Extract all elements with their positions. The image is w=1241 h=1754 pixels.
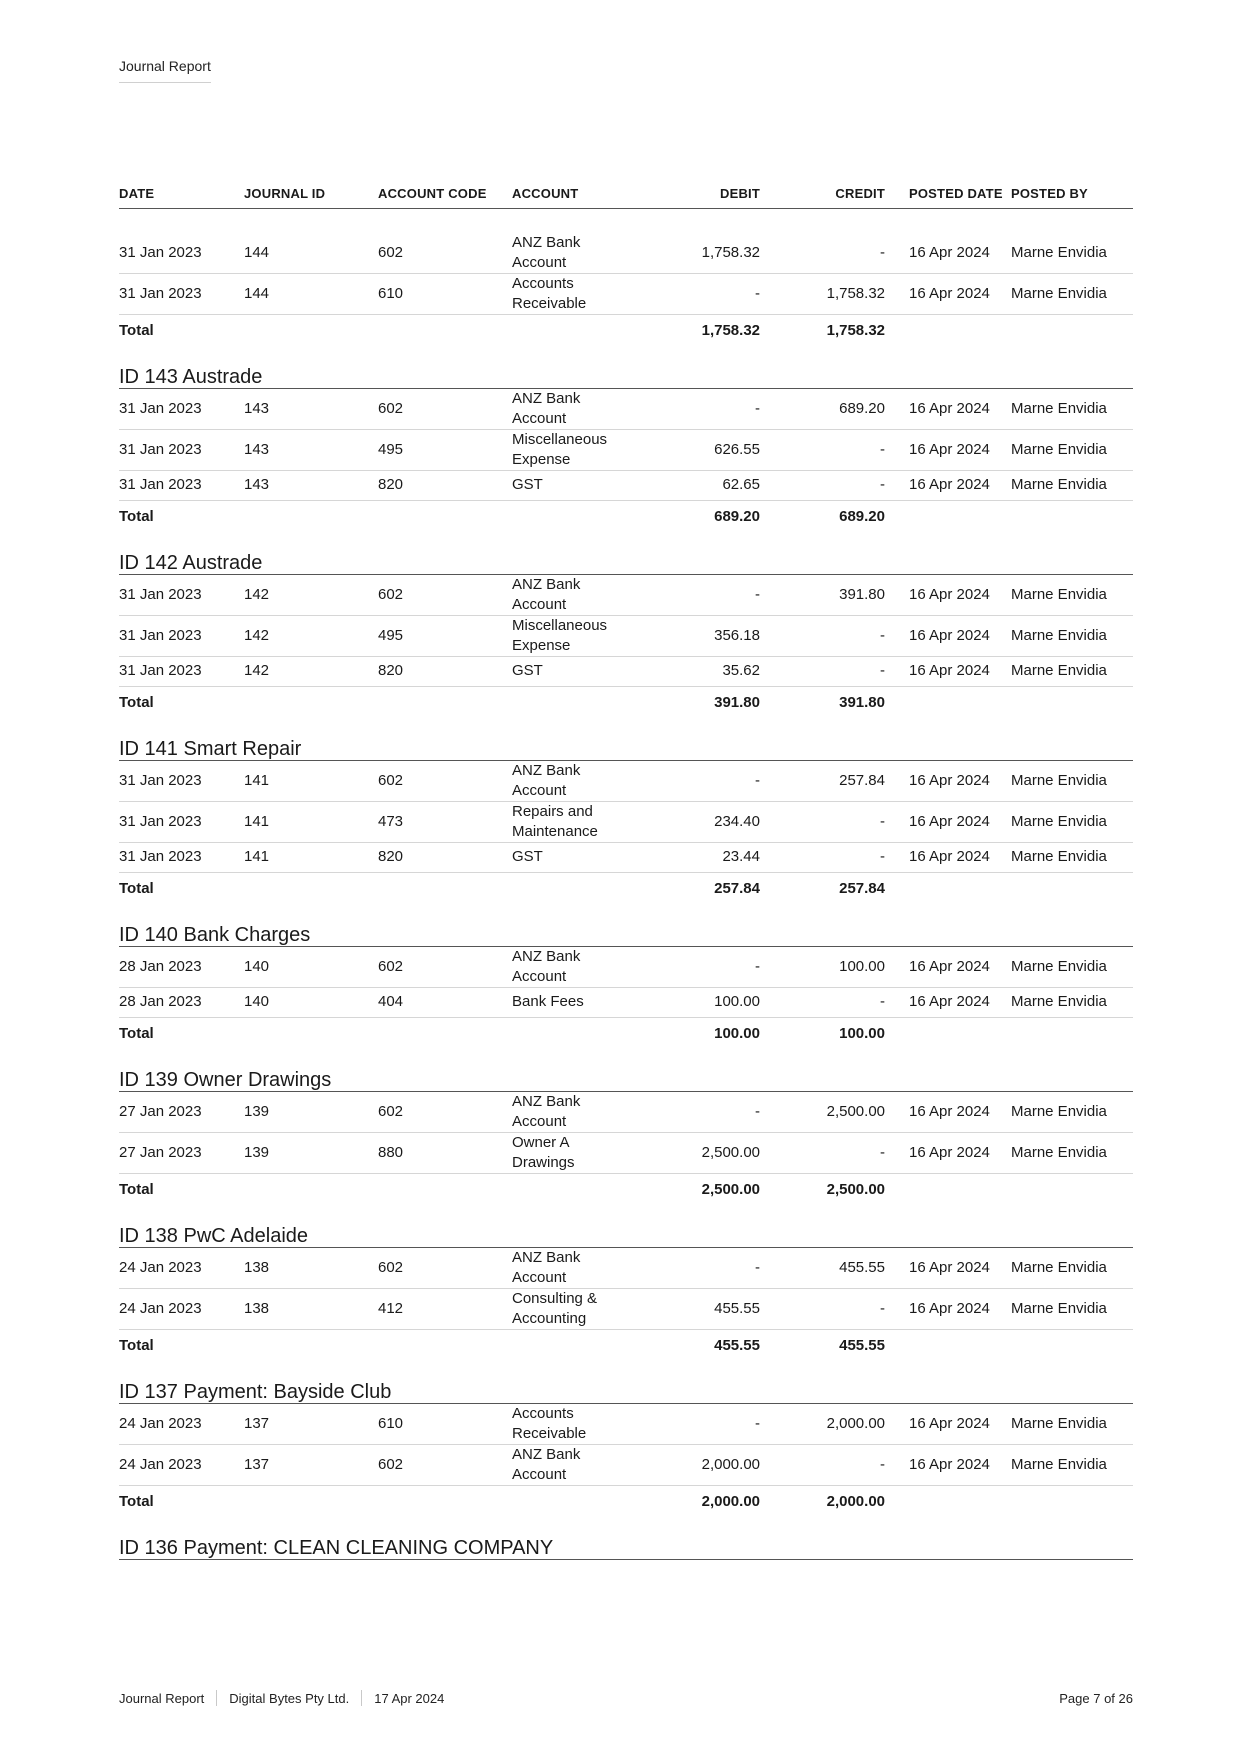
cell-date: 31 Jan 2023: [119, 476, 202, 493]
cell-debit: -: [755, 772, 760, 789]
cell-journal-id: 138: [244, 1259, 270, 1276]
journal-report-table: [119, 180, 1133, 1560]
cell-credit: 455.55: [839, 1259, 885, 1276]
cell-account: Accounts Receivable: [512, 275, 587, 312]
total-row: [119, 873, 1133, 902]
table-row: [119, 233, 1133, 274]
cell-date: 31 Jan 2023: [119, 662, 202, 679]
cell-account-code: 602: [378, 1103, 404, 1120]
total-row: [119, 687, 1133, 716]
total-debit: 257.84: [714, 880, 760, 897]
cell-posted-by: Marne Envidia: [1011, 993, 1107, 1010]
cell-debit: 100.00: [714, 993, 760, 1010]
cell-debit: 234.40: [714, 813, 760, 830]
total-label: Total: [119, 1181, 154, 1198]
journal-group-title: ID 138 PwC Adelaide: [119, 1224, 1133, 1248]
cell-account-code: 880: [378, 1144, 404, 1161]
cell-debit: 62.65: [722, 476, 760, 493]
cell-date: 31 Jan 2023: [119, 441, 202, 458]
footer-divider: [361, 1690, 362, 1706]
cell-debit: 626.55: [714, 441, 760, 458]
cell-debit: -: [755, 400, 760, 417]
cell-account: ANZ Bank Account: [512, 1446, 581, 1483]
cell-account: GST: [512, 476, 543, 493]
cell-account: Miscellaneous Expense: [512, 617, 608, 654]
cell-date: 31 Jan 2023: [119, 813, 202, 830]
cell-account-code: 602: [378, 1259, 404, 1276]
cell-posted-date: 16 Apr 2024: [909, 1415, 990, 1432]
col-header-debit: DEBIT: [720, 186, 760, 201]
cell-posted-date: 16 Apr 2024: [909, 476, 990, 493]
cell-journal-id: 138: [244, 1300, 270, 1317]
cell-account: Repairs and Maintenance: [512, 803, 598, 840]
total-credit: 2,000.00: [826, 1493, 885, 1510]
cell-journal-id: 142: [244, 662, 270, 679]
cell-account: ANZ Bank Account: [512, 390, 581, 427]
cell-credit: -: [880, 848, 885, 865]
cell-posted-date: 16 Apr 2024: [909, 1259, 990, 1276]
cell-debit: -: [755, 586, 760, 603]
cell-account: ANZ Bank Account: [512, 234, 581, 271]
col-header-date: DATE: [119, 186, 155, 201]
journal-group: [119, 923, 1133, 1047]
total-row: [119, 315, 1133, 344]
cell-posted-date: 16 Apr 2024: [909, 993, 990, 1010]
total-debit: 100.00: [714, 1025, 760, 1042]
cell-debit: 2,000.00: [701, 1456, 760, 1473]
cell-journal-id: 139: [244, 1103, 270, 1120]
table-row: [119, 657, 1133, 687]
cell-date: 31 Jan 2023: [119, 586, 202, 603]
cell-credit: 1,758.32: [826, 285, 885, 302]
cell-credit: 689.20: [839, 400, 885, 417]
total-credit: 1,758.32: [826, 322, 885, 339]
total-credit: 257.84: [839, 880, 885, 897]
cell-account-code: 820: [378, 848, 404, 865]
table-header-row: [119, 180, 1133, 209]
cell-account-code: 404: [378, 993, 404, 1010]
total-label: Total: [119, 1337, 154, 1354]
table-row: [119, 1445, 1133, 1486]
journal-group: [119, 365, 1133, 530]
cell-posted-by: Marne Envidia: [1011, 1300, 1107, 1317]
total-debit: 2,500.00: [701, 1181, 760, 1198]
page-header-title: Journal Report: [119, 58, 211, 83]
cell-posted-by: Marne Envidia: [1011, 441, 1107, 458]
cell-credit: -: [880, 244, 885, 261]
cell-posted-by: Marne Envidia: [1011, 476, 1107, 493]
cell-account: Miscellaneous Expense: [512, 431, 608, 468]
cell-journal-id: 144: [244, 244, 270, 261]
footer-date: 17 Apr 2024: [374, 1690, 445, 1706]
cell-posted-date: 16 Apr 2024: [909, 958, 990, 975]
cell-account: ANZ Bank Account: [512, 576, 581, 613]
cell-account-code: 602: [378, 400, 404, 417]
cell-account: ANZ Bank Account: [512, 1249, 581, 1286]
cell-posted-date: 16 Apr 2024: [909, 400, 990, 417]
table-row: [119, 947, 1133, 988]
cell-debit: 23.44: [722, 848, 760, 865]
cell-date: 31 Jan 2023: [119, 285, 202, 302]
cell-date: 27 Jan 2023: [119, 1144, 202, 1161]
journal-group-title: ID 141 Smart Repair: [119, 737, 1133, 761]
cell-credit: -: [880, 441, 885, 458]
cell-credit: -: [880, 476, 885, 493]
cell-credit: -: [880, 1300, 885, 1317]
cell-debit: -: [755, 1103, 760, 1120]
cell-journal-id: 139: [244, 1144, 270, 1161]
cell-date: 28 Jan 2023: [119, 993, 202, 1010]
cell-journal-id: 143: [244, 476, 270, 493]
total-debit: 689.20: [714, 508, 760, 525]
cell-journal-id: 143: [244, 441, 270, 458]
cell-credit: 391.80: [839, 586, 885, 603]
total-row: [119, 1174, 1133, 1203]
cell-account: ANZ Bank Account: [512, 762, 581, 799]
cell-posted-by: Marne Envidia: [1011, 1456, 1107, 1473]
cell-debit: 35.62: [722, 662, 760, 679]
cell-date: 28 Jan 2023: [119, 958, 202, 975]
total-row: [119, 1018, 1133, 1047]
col-header-journal-id: JOURNAL ID: [244, 186, 326, 201]
cell-posted-by: Marne Envidia: [1011, 1144, 1107, 1161]
cell-journal-id: 143: [244, 400, 270, 417]
col-header-posted-date: POSTED DATE: [909, 186, 1003, 201]
cell-account-code: 495: [378, 441, 404, 458]
cell-account-code: 602: [378, 244, 404, 261]
total-debit: 455.55: [714, 1337, 760, 1354]
cell-posted-by: Marne Envidia: [1011, 772, 1107, 789]
footer-company: Digital Bytes Pty Ltd.: [229, 1690, 350, 1706]
cell-date: 24 Jan 2023: [119, 1415, 202, 1432]
cell-posted-date: 16 Apr 2024: [909, 441, 990, 458]
header-spacer: [119, 209, 1133, 233]
cell-posted-date: 16 Apr 2024: [909, 285, 990, 302]
table-row: [119, 389, 1133, 430]
cell-credit: -: [880, 662, 885, 679]
cell-credit: -: [880, 627, 885, 644]
cell-account-code: 610: [378, 1415, 404, 1432]
cell-account-code: 412: [378, 1300, 404, 1317]
footer-divider: [216, 1690, 217, 1706]
cell-posted-by: Marne Envidia: [1011, 627, 1107, 644]
journal-group-title: ID 140 Bank Charges: [119, 923, 1133, 947]
cell-account-code: 602: [378, 586, 404, 603]
journal-group-title: ID 137 Payment: Bayside Club: [119, 1380, 1133, 1404]
cell-account-code: 473: [378, 813, 404, 830]
total-row: [119, 1330, 1133, 1359]
cell-account-code: 610: [378, 285, 404, 302]
table-row: [119, 575, 1133, 616]
cell-posted-date: 16 Apr 2024: [909, 848, 990, 865]
cell-credit: 2,500.00: [826, 1103, 885, 1120]
journal-group: [119, 1380, 1133, 1515]
total-credit: 2,500.00: [826, 1181, 885, 1198]
page-footer: [119, 1690, 1133, 1706]
journal-group-title: ID 136 Payment: CLEAN CLEANING COMPANY: [119, 1536, 1133, 1560]
cell-account-code: 602: [378, 958, 404, 975]
cell-posted-by: Marne Envidia: [1011, 1103, 1107, 1120]
cell-credit: -: [880, 1144, 885, 1161]
cell-credit: 100.00: [839, 958, 885, 975]
table-row: [119, 843, 1133, 873]
table-row: [119, 274, 1133, 315]
total-label: Total: [119, 880, 154, 897]
footer-page-number: Page 7 of 26: [1059, 1690, 1133, 1706]
table-row: [119, 1289, 1133, 1330]
total-credit: 391.80: [839, 694, 885, 711]
col-header-posted-by: POSTED BY: [1011, 186, 1088, 201]
table-row: [119, 471, 1133, 501]
cell-posted-by: Marne Envidia: [1011, 586, 1107, 603]
footer-report-name: Journal Report: [119, 1690, 205, 1706]
cell-posted-date: 16 Apr 2024: [909, 1300, 990, 1317]
cell-account-code: 602: [378, 1456, 404, 1473]
cell-journal-id: 141: [244, 772, 270, 789]
cell-date: 31 Jan 2023: [119, 400, 202, 417]
cell-credit: -: [880, 1456, 885, 1473]
cell-debit: 356.18: [714, 627, 760, 644]
cell-account: Bank Fees: [512, 993, 584, 1010]
cell-journal-id: 140: [244, 993, 270, 1010]
cell-posted-date: 16 Apr 2024: [909, 772, 990, 789]
cell-journal-id: 142: [244, 627, 270, 644]
cell-account: ANZ Bank Account: [512, 1093, 581, 1130]
total-row: [119, 501, 1133, 530]
total-debit: 1,758.32: [701, 322, 760, 339]
journal-group: [119, 1224, 1133, 1359]
cell-posted-by: Marne Envidia: [1011, 848, 1107, 865]
journal-group: [119, 737, 1133, 902]
cell-account: Accounts Receivable: [512, 1405, 587, 1442]
cell-date: 31 Jan 2023: [119, 244, 202, 261]
cell-debit: 455.55: [714, 1300, 760, 1317]
cell-posted-date: 16 Apr 2024: [909, 1103, 990, 1120]
journal-group-title: ID 139 Owner Drawings: [119, 1068, 1133, 1092]
cell-date: 27 Jan 2023: [119, 1103, 202, 1120]
cell-account: GST: [512, 848, 543, 865]
total-label: Total: [119, 1025, 154, 1042]
total-label: Total: [119, 1493, 154, 1510]
cell-journal-id: 137: [244, 1415, 270, 1432]
journal-group: [119, 1068, 1133, 1203]
col-header-credit: CREDIT: [835, 186, 885, 201]
cell-posted-by: Marne Envidia: [1011, 400, 1107, 417]
cell-posted-by: Marne Envidia: [1011, 1259, 1107, 1276]
cell-posted-by: Marne Envidia: [1011, 958, 1107, 975]
cell-debit: -: [755, 1259, 760, 1276]
journal-group-title: ID 142 Austrade: [119, 551, 1133, 575]
cell-account: Consulting & Accounting: [512, 1290, 598, 1327]
table-row: [119, 761, 1133, 802]
cell-debit: -: [755, 958, 760, 975]
table-row: [119, 430, 1133, 471]
cell-posted-by: Marne Envidia: [1011, 1415, 1107, 1432]
cell-posted-by: Marne Envidia: [1011, 662, 1107, 679]
table-row: [119, 1133, 1133, 1174]
cell-posted-date: 16 Apr 2024: [909, 244, 990, 261]
cell-date: 24 Jan 2023: [119, 1456, 202, 1473]
journal-groups: [119, 233, 1133, 1560]
cell-journal-id: 144: [244, 285, 270, 302]
cell-journal-id: 141: [244, 848, 270, 865]
total-debit: 391.80: [714, 694, 760, 711]
cell-date: 31 Jan 2023: [119, 772, 202, 789]
cell-posted-date: 16 Apr 2024: [909, 813, 990, 830]
table-row: [119, 802, 1133, 843]
col-header-account-code: ACCOUNT CODE: [378, 186, 487, 201]
cell-account-code: 495: [378, 627, 404, 644]
table-row: [119, 1404, 1133, 1445]
cell-posted-date: 16 Apr 2024: [909, 662, 990, 679]
total-credit: 100.00: [839, 1025, 885, 1042]
table-row: [119, 1092, 1133, 1133]
cell-account-code: 820: [378, 662, 404, 679]
cell-debit: 2,500.00: [701, 1144, 760, 1161]
cell-debit: -: [755, 285, 760, 302]
cell-posted-by: Marne Envidia: [1011, 813, 1107, 830]
col-header-account: ACCOUNT: [512, 186, 579, 201]
cell-debit: -: [755, 1415, 760, 1432]
cell-account-code: 602: [378, 772, 404, 789]
total-label: Total: [119, 322, 154, 339]
cell-date: 24 Jan 2023: [119, 1259, 202, 1276]
cell-credit: 2,000.00: [826, 1415, 885, 1432]
total-label: Total: [119, 694, 154, 711]
cell-posted-by: Marne Envidia: [1011, 244, 1107, 261]
cell-posted-date: 16 Apr 2024: [909, 586, 990, 603]
cell-posted-date: 16 Apr 2024: [909, 1456, 990, 1473]
cell-account-code: 820: [378, 476, 404, 493]
cell-posted-by: Marne Envidia: [1011, 285, 1107, 302]
cell-account: Owner A Drawings: [512, 1134, 575, 1171]
cell-debit: 1,758.32: [701, 244, 760, 261]
total-debit: 2,000.00: [701, 1493, 760, 1510]
cell-credit: -: [880, 993, 885, 1010]
table-row: [119, 616, 1133, 657]
journal-group-title: ID 143 Austrade: [119, 365, 1133, 389]
cell-journal-id: 141: [244, 813, 270, 830]
cell-account: ANZ Bank Account: [512, 948, 581, 985]
cell-posted-date: 16 Apr 2024: [909, 627, 990, 644]
total-credit: 689.20: [839, 508, 885, 525]
table-row: [119, 988, 1133, 1018]
cell-posted-date: 16 Apr 2024: [909, 1144, 990, 1161]
total-label: Total: [119, 508, 154, 525]
cell-date: 24 Jan 2023: [119, 1300, 202, 1317]
cell-credit: -: [880, 813, 885, 830]
cell-journal-id: 142: [244, 586, 270, 603]
cell-journal-id: 137: [244, 1456, 270, 1473]
total-credit: 455.55: [839, 1337, 885, 1354]
cell-credit: 257.84: [839, 772, 885, 789]
total-row: [119, 1486, 1133, 1515]
cell-account: GST: [512, 662, 543, 679]
table-row: [119, 1248, 1133, 1289]
cell-date: 31 Jan 2023: [119, 848, 202, 865]
journal-group: [119, 233, 1133, 344]
cell-journal-id: 140: [244, 958, 270, 975]
journal-group: [119, 1536, 1133, 1560]
journal-group: [119, 551, 1133, 716]
cell-date: 31 Jan 2023: [119, 627, 202, 644]
